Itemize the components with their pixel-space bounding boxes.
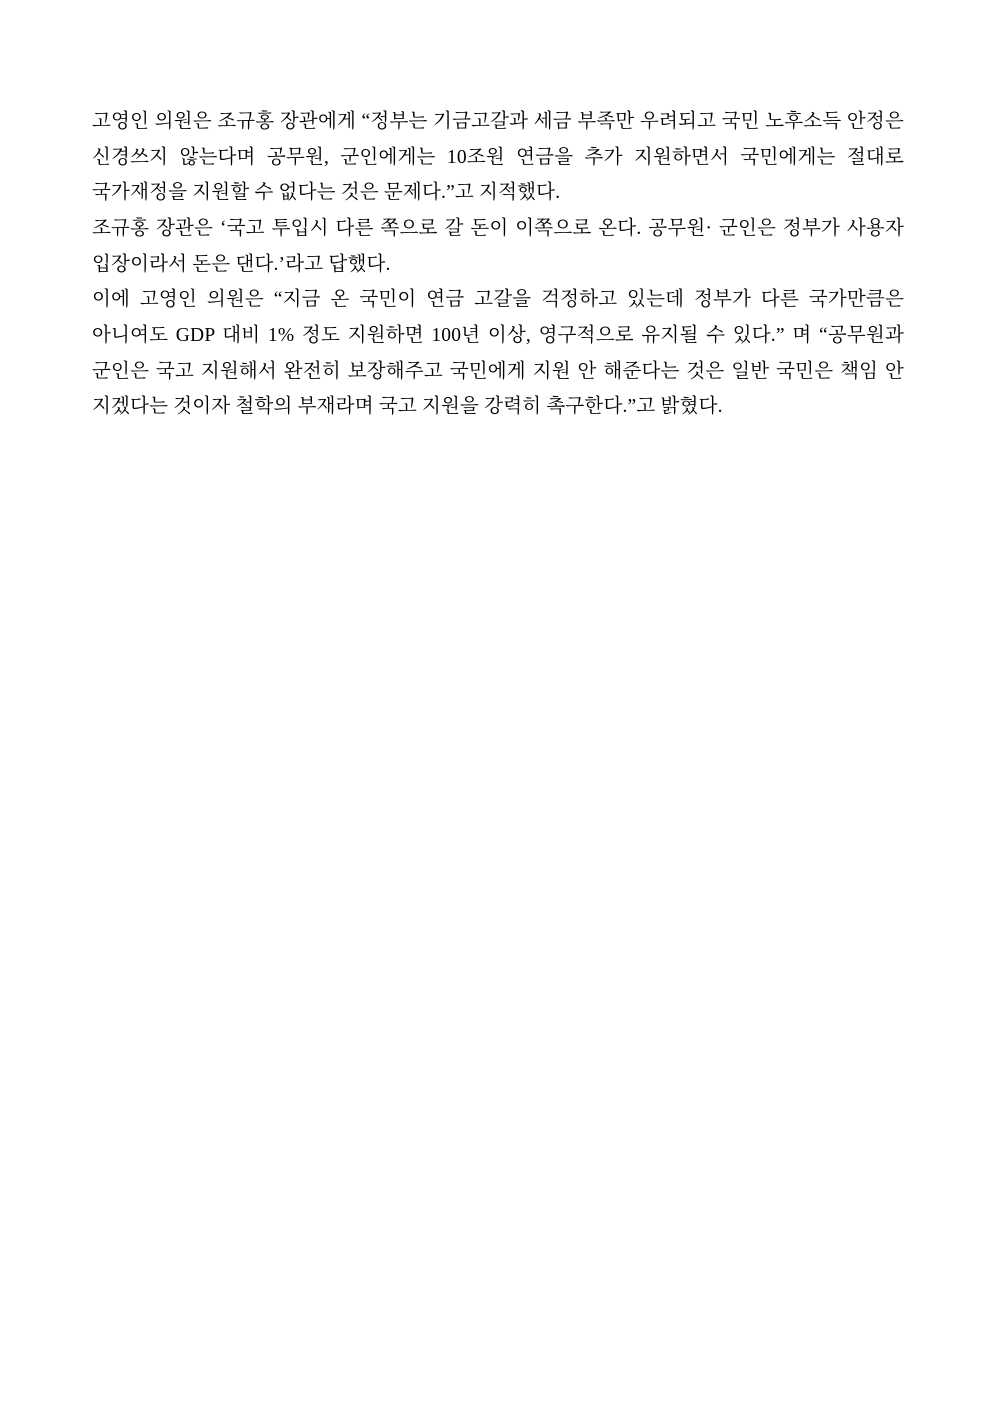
paragraph-3: 이에 고영인 의원은 “지금 온 국민이 연금 고갈을 걱정하고 있는데 정부가 다른 국가만큼은 아니여도 GDP 대비 1% 정도 지원하면 100년 이상, 영구적으로 유지될 수 있다.” 며 “공무원과 군인은 국고 지원해서 완전히 보장해주고 국민에게 지원 안 해준다는 것은 일반 국민은 책임 안 지겠다는 것이자 철학의 부재라며 국고 지원을 강력히 촉구한다.”고 밝혔다.: [92, 289, 904, 418]
document-body: [92, 104, 904, 425]
paragraph-2: 조규홍 장관은 ‘국고 투입시 다른 쪽으로 갈 돈이 이쪽으로 온다. 공무원· 군인은 정부가 사용자 입장이라서 돈은 댄다.’라고 답했다.: [92, 218, 904, 275]
paragraph-1: 고영인 의원은 조규홍 장관에게 “정부는 기금고갈과 세금 부족만 우려되고 국민 노후소득 안정은 신경쓰지 않는다며 공무원, 군인에게는 10조원 연금을 추가 지원하면서 국민에게는 절대로 국가재정을 지원할 수 없다는 것은 문제다.”고 지적했다.: [92, 111, 904, 204]
